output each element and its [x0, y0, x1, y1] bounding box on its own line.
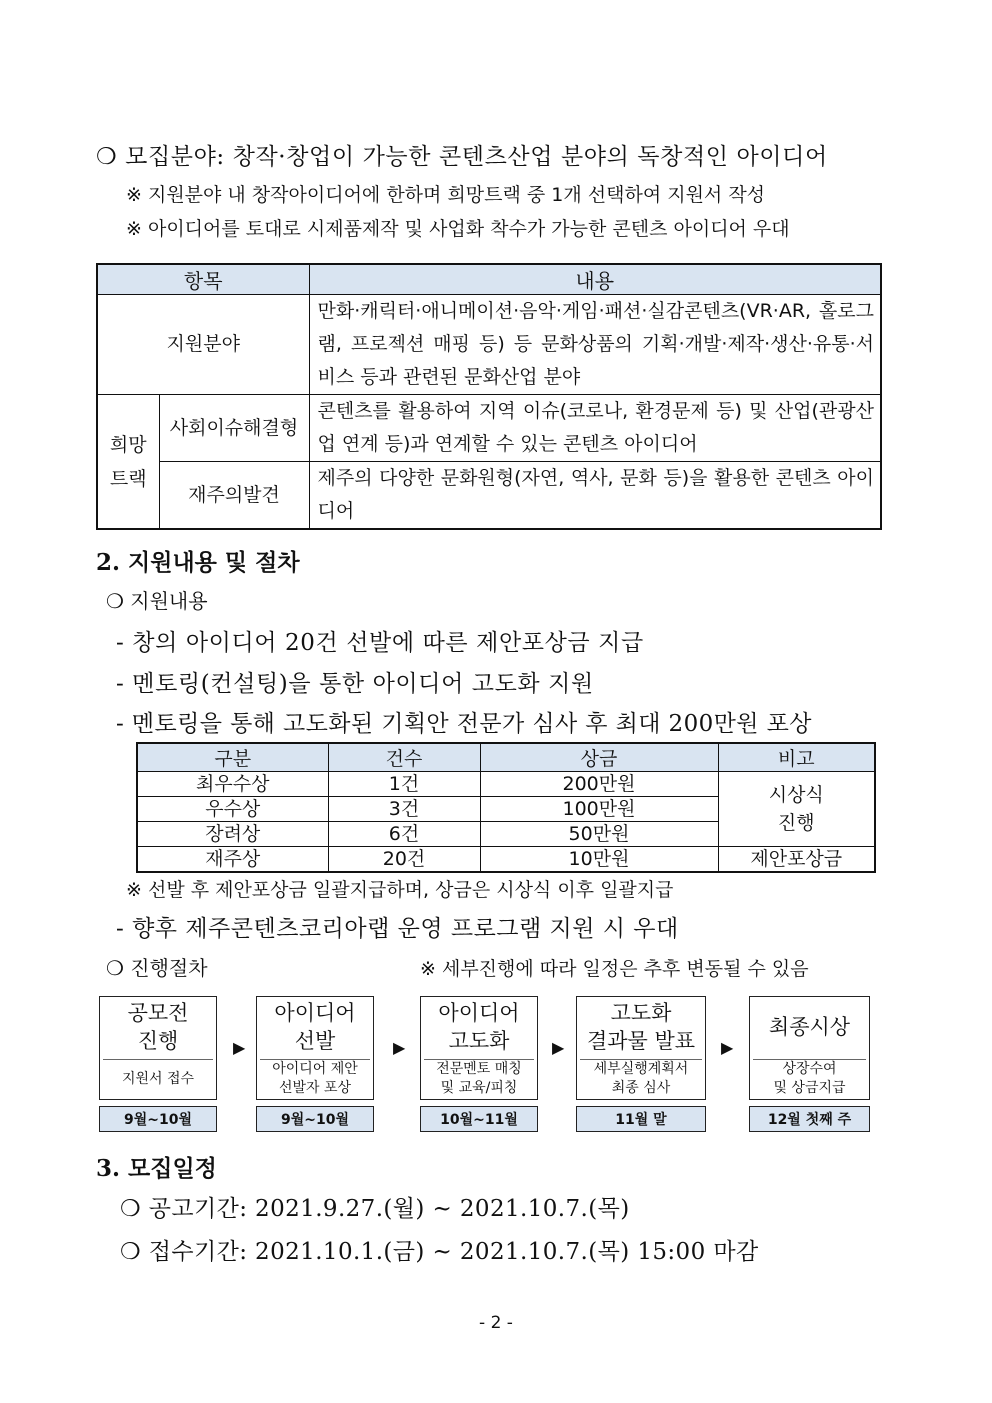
- step-desc: 세부실행계획서 최종 심사: [580, 1059, 702, 1098]
- track1-label: 사회이슈해결형: [159, 395, 309, 462]
- support-field-row: [97, 295, 881, 395]
- notice-period: ❍ 공고기간: 2021.9.27.(월) ~ 2021.10.7.(목): [120, 1196, 630, 1222]
- step-title: 공모전 진행: [127, 1001, 189, 1053]
- prize-amount: 50만원: [480, 822, 718, 847]
- page-number: - 2 -: [479, 1313, 513, 1333]
- remark-ceremony: [718, 772, 875, 847]
- submit-period: ❍ 접수기간: 2021.10.1.(금) ~ 2021.10.7.(목) 15:00 마감: [120, 1239, 759, 1265]
- track1-row: [97, 395, 881, 462]
- hope-track-label-1: 희망: [109, 433, 147, 456]
- prize-count: 1건: [328, 772, 480, 797]
- step-title: 아이디어 선발: [274, 1001, 356, 1053]
- step-desc: 상장수여 및 상금지급: [753, 1059, 866, 1098]
- prize-count: 20건: [328, 847, 480, 873]
- field-table-header: [97, 264, 881, 295]
- track1-text: 콘텐츠를 활용하여 지역 이슈(코로나, 환경문제 등) 및 산업(관광산업 연계 등)과 연계할 수 있는 콘텐츠 아이디어: [309, 395, 881, 462]
- section2-heading: 2. 지원내용 및 절차: [96, 549, 300, 576]
- process-step-3: [420, 996, 538, 1100]
- arrow-icon: ▶: [721, 1038, 734, 1057]
- recruit-field-line: ❍ 모집분야: 창작·창업이 가능한 콘텐츠산업 분야의 독창적인 아이디어: [96, 144, 828, 170]
- step-date: 12월 첫째 주: [749, 1106, 870, 1132]
- arrow-icon: ▶: [233, 1038, 246, 1057]
- support-item-3: - 멘토링을 통해 고도화된 기획안 전문가 심사 후 최대 200만원 포상: [116, 711, 812, 737]
- process-note: ※ 세부진행에 따라 일정은 추후 변동될 수 있음: [420, 958, 809, 980]
- header-category: 구분: [137, 743, 328, 772]
- prize-row: [137, 772, 875, 797]
- track2-row: [97, 462, 881, 530]
- step-desc: 지원서 접수: [103, 1059, 213, 1098]
- header-count: 건수: [328, 743, 480, 772]
- prize-category: 장려상: [137, 822, 328, 847]
- support-field-text: 만화·캐릭터·애니메이션·음악·게임·패션·실감콘텐츠(VR·AR, 홀로그램, 프로젝션 매핑 등) 등 문화상품의 기획·개발·제작·생산·유통·서비스 등과 관련된 문화산업 분야: [309, 295, 881, 395]
- section3-heading: 3. 모집일정: [96, 1155, 217, 1182]
- step-date: 10월~11월: [420, 1106, 538, 1132]
- header-prize: 상금: [480, 743, 718, 772]
- hope-track-label: [97, 395, 159, 530]
- process-heading: ❍ 진행절차: [106, 956, 208, 980]
- track2-text: 제주의 다양한 문화원형(자연, 역사, 문화 등)을 활용한 콘텐츠 아이디어: [309, 462, 881, 530]
- process-step-5: [749, 996, 870, 1100]
- note-track-selection: ※ 지원분야 내 창작아이디어에 한하며 희망트랙 중 1개 선택하여 지원서 작성: [126, 184, 766, 206]
- field-table: [96, 263, 882, 530]
- support-item-2: - 멘토링(컨설팅)을 통한 아이디어 고도화 지원: [116, 671, 594, 697]
- prize-category: 최우수상: [137, 772, 328, 797]
- header-item: 항목: [97, 264, 309, 295]
- prize-row: [137, 847, 875, 873]
- prize-category: 재주상: [137, 847, 328, 873]
- support-content-heading: ❍ 지원내용: [106, 589, 208, 613]
- header-remark: 비고: [718, 743, 875, 772]
- remark-ceremony-2: 진행: [777, 812, 815, 834]
- benefit-line: - 향후 제주콘텐츠코리아랩 운영 프로그램 지원 시 우대: [116, 916, 679, 942]
- prize-table: [136, 742, 876, 873]
- note-preference: ※ 아이디어를 토대로 시제품제작 및 사업화 착수가 가능한 콘텐츠 아이디어 우대: [126, 218, 790, 240]
- remark-proposal: 제안포상금: [718, 847, 875, 873]
- step-title: 최종시상: [768, 1015, 851, 1039]
- prize-count: 3건: [328, 797, 480, 822]
- prize-category: 우수상: [137, 797, 328, 822]
- prize-amount: 10만원: [480, 847, 718, 873]
- step-date: 9월~10월: [99, 1106, 217, 1132]
- step-date: 9월~10월: [256, 1106, 374, 1132]
- track2-label: 재주의발견: [159, 462, 309, 530]
- prize-table-header: [137, 743, 875, 772]
- arrow-icon: ▶: [393, 1038, 406, 1057]
- support-item-1: - 창의 아이디어 20건 선발에 따른 제안포상금 지급: [116, 630, 644, 656]
- arrow-icon: ▶: [552, 1038, 565, 1057]
- support-field-label: 지원분야: [97, 295, 309, 395]
- step-title: 고도화 결과물 발표: [586, 1001, 696, 1053]
- process-step-2: [256, 996, 374, 1100]
- prize-note: ※ 선발 후 제안포상금 일괄지급하며, 상금은 시상식 이후 일괄지급: [126, 879, 674, 901]
- step-date: 11월 말: [576, 1106, 706, 1132]
- step-title: 아이디어 고도화: [438, 1001, 520, 1053]
- process-step-4: [576, 996, 706, 1100]
- process-step-1: [99, 996, 217, 1100]
- step-desc: 아이디어 제안 선발자 포상: [260, 1059, 370, 1098]
- step-desc: 전문멘토 매칭 및 교육/피칭: [424, 1059, 534, 1098]
- hope-track-label-2: 트랙: [109, 467, 147, 490]
- header-content: 내용: [309, 264, 881, 295]
- remark-ceremony-1: 시상식: [768, 784, 824, 806]
- prize-amount: 100만원: [480, 797, 718, 822]
- prize-count: 6건: [328, 822, 480, 847]
- prize-amount: 200만원: [480, 772, 718, 797]
